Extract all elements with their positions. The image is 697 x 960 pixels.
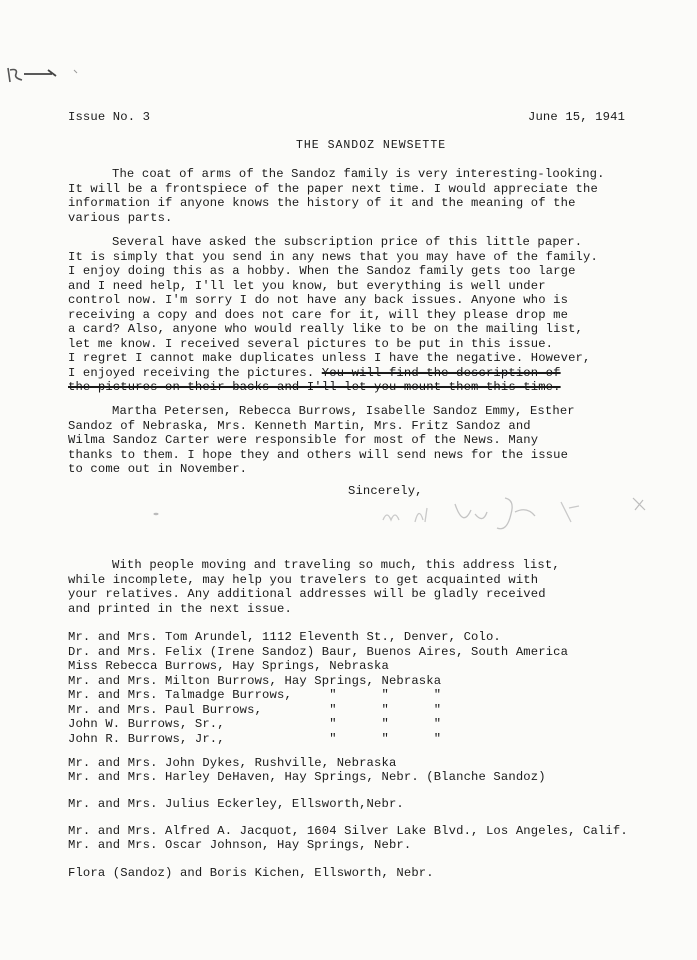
address-entry: Dr. and Mrs. Felix (Irene Sandoz) Baur, Buenos Aires, South America: [68, 645, 569, 659]
address-entry: John R. Burrows, Jr., " " ": [68, 732, 442, 746]
text-line: and printed in the next issue.: [68, 602, 292, 616]
ink-speck: [153, 512, 159, 516]
page-title: THE SANDOZ NEWSETTE: [296, 139, 447, 152]
text-line: receiving a copy and does not care for it, will they please drop me: [68, 308, 569, 322]
text-line: while incomplete, may help you travelers to get acquainted with: [68, 573, 539, 587]
text-line: I enjoy doing this as a hobby. When the Sandoz family gets too large: [68, 264, 576, 278]
text-line: Martha Petersen, Rebecca Burrows, Isabelle Sandoz Emmy, Esther: [112, 404, 575, 418]
address-entry: Mr. and Mrs. Julius Eckerley, Ellsworth,Nebr.: [68, 797, 404, 811]
text-line: Several have asked the subscription price of this little paper.: [112, 235, 583, 249]
text-line: various parts.: [68, 211, 173, 225]
text-line: and I need help, I'll let you know, but everything is well under: [68, 279, 546, 293]
handwritten-signature: [365, 488, 665, 538]
text-line: to come out in November.: [68, 462, 248, 476]
address-entry: Mr. and Mrs. Alfred A. Jacquot, 1604 Silver Lake Blvd., Los Angeles, Calif.: [68, 824, 628, 838]
address-entry: Mr. and Mrs. Milton Burrows, Hay Springs, Nebraska: [68, 674, 442, 688]
address-entry: Mr. and Mrs. Talmadge Burrows, " " ": [68, 688, 442, 702]
pencil-mark-icon: [4, 62, 84, 86]
text-line: [68, 366, 561, 381]
struck-text: You will find the description of: [321, 366, 561, 380]
issue-date: June 15, 1941: [528, 110, 626, 124]
address-entry: Mr. and Mrs. Oscar Johnson, Hay Springs, Nebr.: [68, 838, 412, 852]
text-line: a card? Also, anyone who would really like to be on the mailing list,: [68, 322, 583, 336]
text-line: information if anyone knows the history of it and the meaning of the: [68, 196, 576, 210]
struck-text-line: the pictures on their backs and I'll let you mount them this time.: [68, 380, 561, 394]
text-line: Wilma Sandoz Carter were responsible for most of the News. Many: [68, 433, 539, 447]
issue-number: Issue No. 3: [68, 110, 151, 124]
text-line: Sandoz of Nebraska, Mrs. Kenneth Martin, Mrs. Fritz Sandoz and: [68, 419, 531, 433]
text-line: The coat of arms of the Sandoz family is very interesting-looking.: [112, 167, 605, 181]
text-line: let me know. I received several pictures to be put in this issue.: [68, 337, 554, 351]
text-line: It is simply that you send in any news that you may have of the family.: [68, 250, 598, 264]
text-line: It will be a frontspiece of the paper next time. I would appreciate the: [68, 182, 598, 196]
address-entry: Flora (Sandoz) and Boris Kichen, Ellsworth, Nebr.: [68, 866, 434, 880]
address-entry: Mr. and Mrs. John Dykes, Rushville, Nebraska: [68, 756, 397, 770]
address-entry: Mr. and Mrs. Paul Burrows, " " ": [68, 703, 442, 717]
closing-salutation: Sincerely,: [348, 484, 423, 498]
address-entry: Mr. and Mrs. Harley DeHaven, Hay Springs, Nebr. (Blanche Sandoz): [68, 770, 546, 784]
text-fragment: I enjoyed receiving the pictures.: [68, 366, 322, 380]
text-line: I regret I cannot make duplicates unless I have the negative. However,: [68, 351, 591, 365]
text-line: your relatives. Any additional addresses will be gladly received: [68, 587, 546, 601]
address-entry: Mr. and Mrs. Tom Arundel, 1112 Eleventh St., Denver, Colo.: [68, 630, 501, 644]
address-entry: John W. Burrows, Sr., " " ": [68, 717, 442, 731]
address-entry: Miss Rebecca Burrows, Hay Springs, Nebraska: [68, 659, 389, 673]
text-line: thanks to them. I hope they and others will send news for the issue: [68, 448, 569, 462]
text-line: With people moving and traveling so much, this address list,: [112, 558, 560, 572]
text-line: control now. I'm sorry I do not have any back issues. Anyone who is: [68, 293, 569, 307]
